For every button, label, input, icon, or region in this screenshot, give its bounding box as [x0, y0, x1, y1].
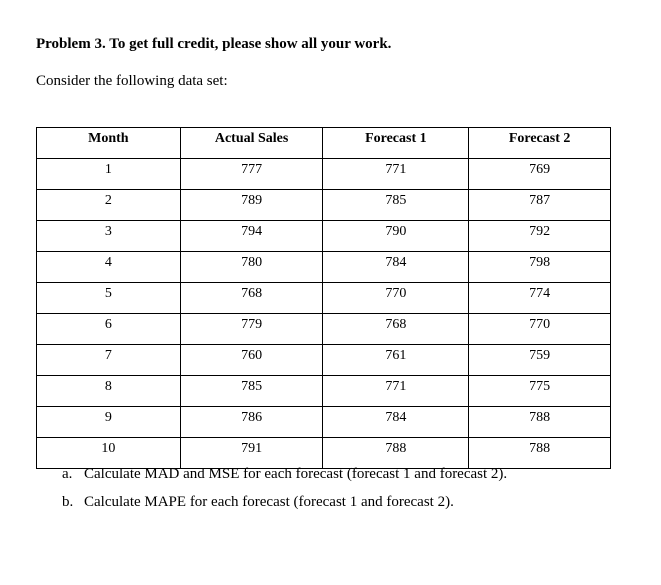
cell-month: 2	[37, 190, 181, 221]
cell-month: 10	[37, 438, 181, 469]
cell-actual-sales: 779	[180, 314, 323, 345]
cell-month: 4	[37, 252, 181, 283]
header-month: Month	[37, 128, 181, 159]
cell-month: 8	[37, 376, 181, 407]
cell-forecast-2: 788	[469, 438, 611, 469]
table-row	[37, 221, 611, 252]
cell-actual-sales: 785	[180, 376, 323, 407]
question-a	[62, 466, 507, 483]
intro-text: Consider the following data set:	[36, 73, 228, 89]
cell-forecast-1: 771	[323, 376, 469, 407]
table-row	[37, 159, 611, 190]
cell-forecast-1: 785	[323, 190, 469, 221]
table-row	[37, 438, 611, 469]
question-label: a.	[62, 466, 73, 482]
table-row	[37, 407, 611, 438]
table-row	[37, 283, 611, 314]
cell-month: 5	[37, 283, 181, 314]
cell-actual-sales: 780	[180, 252, 323, 283]
cell-forecast-2: 775	[469, 376, 611, 407]
cell-forecast-2: 792	[469, 221, 611, 252]
table-row	[37, 190, 611, 221]
table-header-row	[37, 128, 611, 159]
cell-actual-sales: 777	[180, 159, 323, 190]
cell-month: 6	[37, 314, 181, 345]
cell-forecast-2: 759	[469, 345, 611, 376]
cell-actual-sales: 789	[180, 190, 323, 221]
header-actual-sales: Actual Sales	[180, 128, 323, 159]
cell-actual-sales: 786	[180, 407, 323, 438]
header-forecast-1: Forecast 1	[323, 128, 469, 159]
data-table	[36, 127, 611, 469]
question-text: Calculate MAPE for each forecast (forecast 1 and forecast 2).	[84, 494, 454, 510]
cell-month: 1	[37, 159, 181, 190]
cell-forecast-2: 787	[469, 190, 611, 221]
cell-month: 9	[37, 407, 181, 438]
header-forecast-2: Forecast 2	[469, 128, 611, 159]
cell-forecast-1: 771	[323, 159, 469, 190]
cell-forecast-2: 798	[469, 252, 611, 283]
cell-forecast-1: 770	[323, 283, 469, 314]
question-text: Calculate MAD and MSE for each forecast (forecast 1 and forecast 2).	[84, 466, 508, 482]
table-row	[37, 345, 611, 376]
cell-actual-sales: 791	[180, 438, 323, 469]
cell-forecast-1: 784	[323, 407, 469, 438]
problem-title: Problem 3. To get full credit, please show all your work.	[36, 36, 392, 52]
cell-actual-sales: 768	[180, 283, 323, 314]
cell-forecast-1: 788	[323, 438, 469, 469]
question-b	[62, 494, 454, 511]
question-label: b.	[62, 494, 74, 510]
table-row	[37, 376, 611, 407]
cell-forecast-2: 770	[469, 314, 611, 345]
cell-forecast-1: 761	[323, 345, 469, 376]
cell-forecast-2: 774	[469, 283, 611, 314]
table-row	[37, 314, 611, 345]
cell-forecast-1: 790	[323, 221, 469, 252]
cell-month: 7	[37, 345, 181, 376]
cell-forecast-1: 784	[323, 252, 469, 283]
cell-actual-sales: 794	[180, 221, 323, 252]
cell-actual-sales: 760	[180, 345, 323, 376]
cell-forecast-2: 788	[469, 407, 611, 438]
table-row	[37, 252, 611, 283]
cell-month: 3	[37, 221, 181, 252]
cell-forecast-1: 768	[323, 314, 469, 345]
cell-forecast-2: 769	[469, 159, 611, 190]
